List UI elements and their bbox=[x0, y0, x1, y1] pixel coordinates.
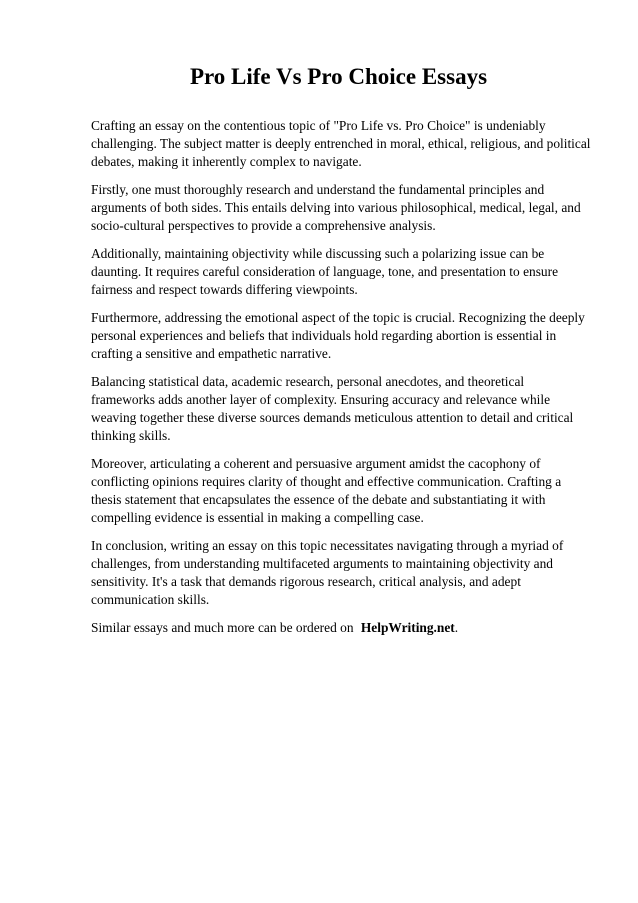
document-body bbox=[91, 117, 590, 637]
paragraph-2: Firstly, one must thoroughly research and understand the fundamental principles and arguments of both sides. This entails delving into various philosophical, medical, legal, and socio-cultural perspectives to provide a comprehensive analysis. bbox=[91, 182, 581, 233]
brand-link[interactable]: HelpWriting.net bbox=[360, 620, 455, 635]
paragraph-1: Crafting an essay on the contentious topic of "Pro Life vs. Pro Choice" is undeniably challenging. The subject matter is deeply entrenched in moral, ethical, religious, and political debates, making it inherently complex to navigate. bbox=[91, 118, 591, 169]
paragraph-7: In conclusion, writing an essay on this topic necessitates navigating through a myriad of challenges, from understanding multifaceted arguments to maintaining objectivity and sensitivity. It's a task that demands rigorous research, critical analysis, and adept communication skills. bbox=[91, 538, 564, 607]
document-title: Pro Life Vs Pro Choice Essays bbox=[189, 64, 488, 89]
footer-prefix: Similar essays and much more can be ordered on bbox=[91, 620, 354, 635]
paragraph-3: Additionally, maintaining objectivity while discussing such a polarizing issue can be daunting. It requires careful consideration of language, tone, and presentation to ensure fairness and respect towards differing viewpoints. bbox=[91, 246, 559, 297]
footer-suffix: . bbox=[454, 620, 459, 635]
paragraph-6: Moreover, articulating a coherent and persuasive argument amidst the cacophony of conflicting opinions requires clarity of thought and effective communication. Crafting a thesis statement that encapsulates the essence of the debate and substantiating it with compelling evidence is essential in making a compelling case. bbox=[91, 456, 562, 525]
paragraph-5: Balancing statistical data, academic research, personal anecdotes, and theoretical frameworks adds another layer of complexity. Ensuring accuracy and relevance while weaving together these diverse sources demands meticulous attention to detail and critical thinking skills. bbox=[91, 374, 574, 443]
footer-line bbox=[91, 619, 590, 637]
paragraph-4: Furthermore, addressing the emotional aspect of the topic is crucial. Recognizing the deeply personal experiences and beliefs that individuals hold regarding abortion is essential in crafting a sensitive and empathetic narrative. bbox=[91, 310, 585, 361]
